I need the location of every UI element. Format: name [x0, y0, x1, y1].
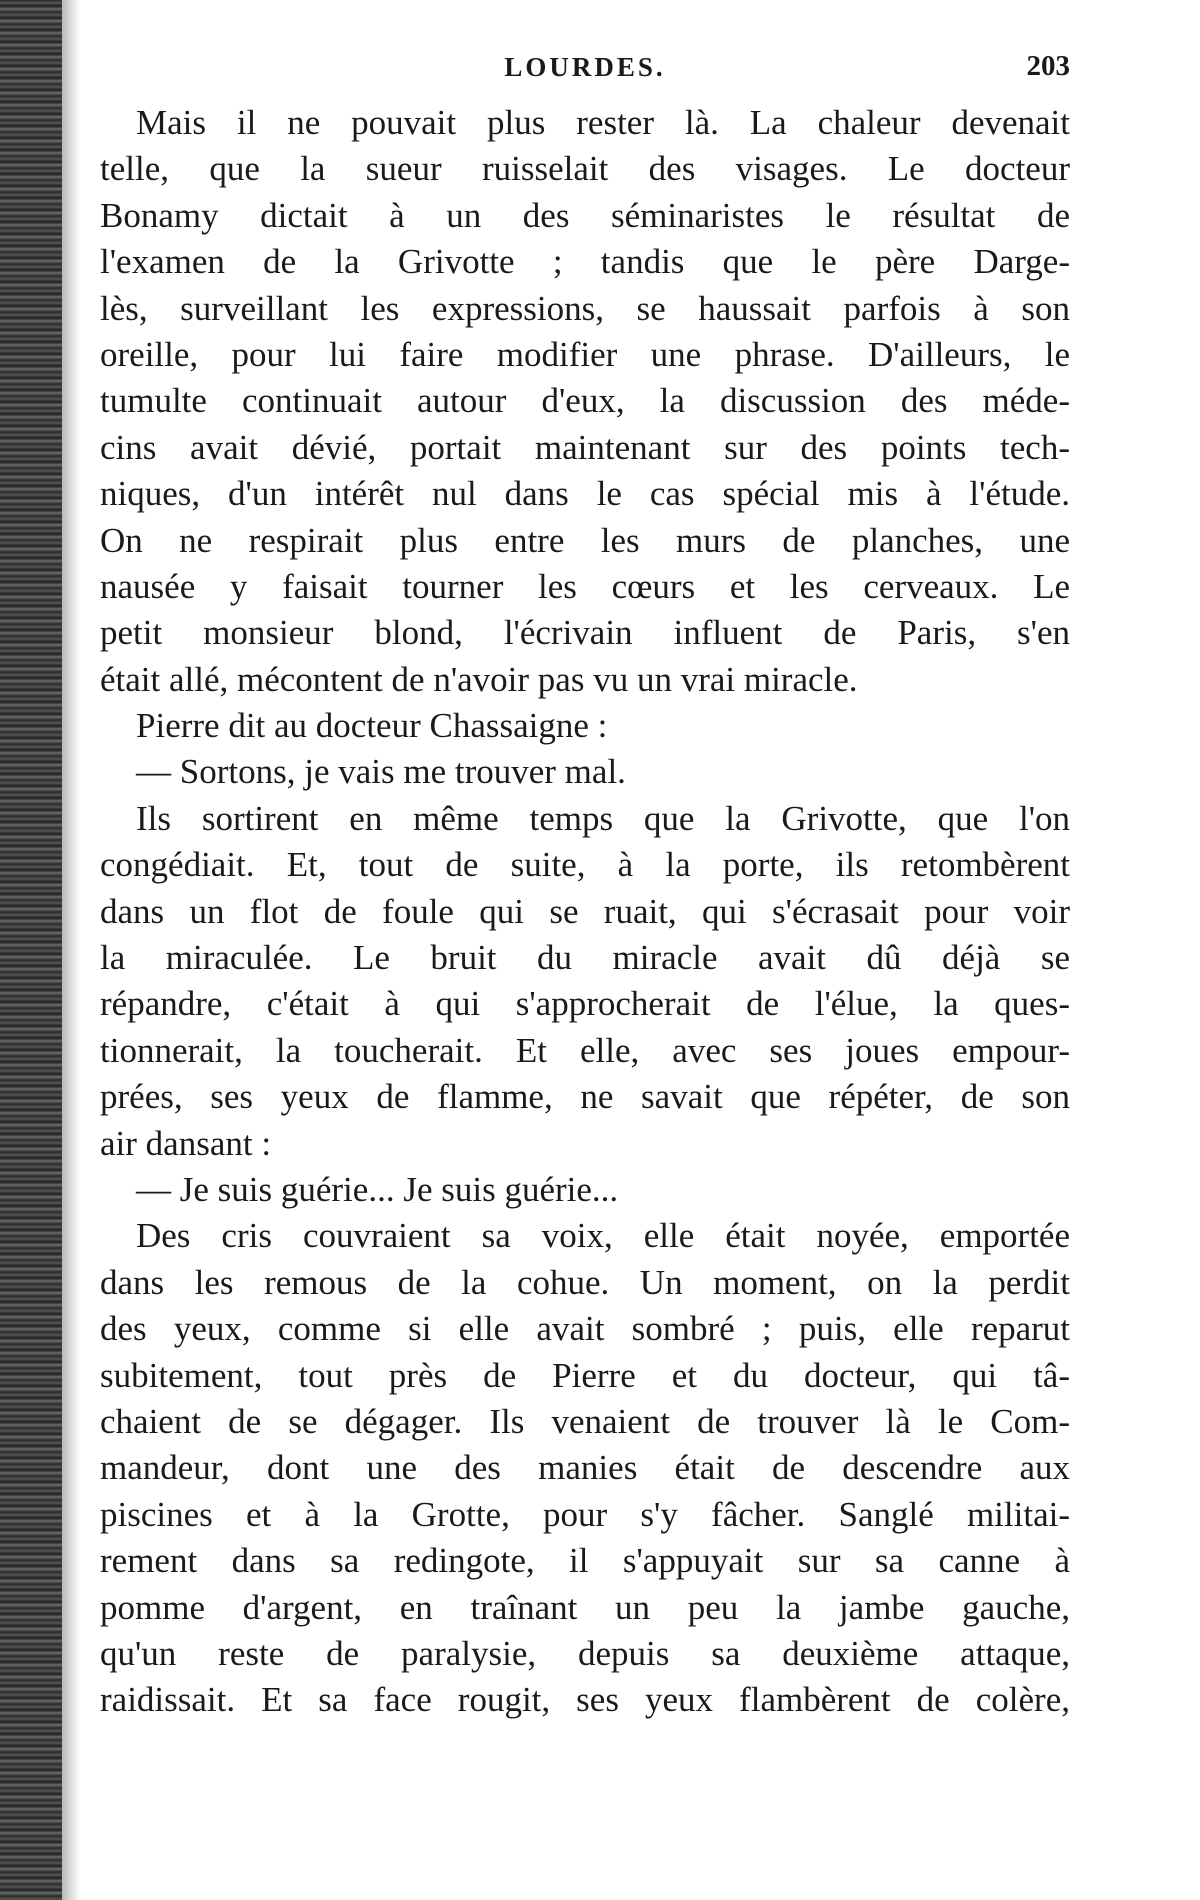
text-line: — Je suis guérie... Je suis guérie... — [136, 1169, 619, 1209]
text-line: telle, que la sueur ruisselait des visages. Le docteur — [100, 149, 1070, 189]
running-head — [100, 52, 1070, 92]
text-line: Bonamy dictait à un des séminaristes le résultat de — [100, 195, 1070, 235]
text-line: Pierre dit au docteur Chassaigne : — [136, 706, 608, 746]
text-line: raidissait. Et sa face rougit, ses yeux flambèrent de colère, — [100, 1680, 1070, 1720]
text-line: répandre, c'était à qui s'approcherait de l'élue, la ques- — [100, 984, 1070, 1024]
text-line: Ils sortirent en même temps que la Grivotte, que l'on — [136, 798, 1070, 838]
text-line: des yeux, comme si elle avait sombré ; puis, elle reparut — [100, 1309, 1070, 1349]
text-line: pomme d'argent, en traînant un peu la jambe gauche, — [100, 1587, 1070, 1627]
text-line: nausée y faisait tourner les cœurs et les cerveaux. Le — [100, 566, 1070, 606]
text-line: Mais il ne pouvait plus rester là. La chaleur devenait — [136, 103, 1070, 142]
running-head-title: LOURDES. — [504, 52, 666, 82]
text-line: Des cris couvraient sa voix, elle était noyée, emportée — [136, 1216, 1070, 1256]
body-text — [100, 100, 1070, 1724]
text-line: prées, ses yeux de flamme, ne savait que répéter, de son — [100, 1077, 1070, 1117]
binding-shadow — [62, 0, 80, 1900]
text-line: On ne respirait plus entre les murs de planches, une — [100, 520, 1070, 560]
text-line: mandeur, dont une des manies était de descendre aux — [100, 1448, 1070, 1488]
text-line: subitement, tout près de Pierre et du docteur, qui tâ- — [100, 1355, 1070, 1395]
text-line: piscines et à la Grotte, pour s'y fâcher. Sanglé militai- — [100, 1494, 1070, 1534]
text-line: rement dans sa redingote, il s'appuyait sur sa canne à — [100, 1541, 1070, 1581]
text-line: la miraculée. Le bruit du miracle avait dû déjà se — [100, 938, 1070, 978]
text-line: l'examen de la Grivotte ; tandis que le père Darge- — [100, 242, 1070, 282]
text-line: air dansant : — [100, 1123, 272, 1163]
text-line: lès, surveillant les expressions, se haussait parfois à son — [100, 288, 1070, 328]
text-line: tionnerait, la toucherait. Et elle, avec ses joues empour- — [100, 1030, 1070, 1070]
text-line: — Sortons, je vais me trouver mal. — [136, 752, 626, 792]
text-line: petit monsieur blond, l'écrivain influent de Paris, s'en — [100, 613, 1070, 653]
text-line: oreille, pour lui faire modifier une phrase. D'ailleurs, le — [100, 334, 1070, 374]
text-line: était allé, mécontent de n'avoir pas vu un vrai miracle. — [100, 659, 858, 699]
text-line: tumulte continuait autour d'eux, la discussion des méde- — [100, 381, 1070, 421]
book-binding-edge — [0, 0, 62, 1900]
text-line: dans les remous de la cohue. Un moment, on la perdit — [100, 1262, 1070, 1302]
text-line: dans un flot de foule qui se ruait, qui s'écrasait pour voir — [100, 891, 1070, 931]
text-line: chaient de se dégager. Ils venaient de trouver là le Com- — [100, 1401, 1070, 1441]
text-line: cins avait dévié, portait maintenant sur des points tech- — [100, 427, 1070, 467]
text-line: congédiait. Et, tout de suite, à la porte, ils retombèrent — [100, 845, 1070, 885]
text-line: qu'un reste de paralysie, depuis sa deuxième attaque, — [100, 1633, 1070, 1673]
text-line: niques, d'un intérêt nul dans le cas spécial mis à l'étude. — [100, 474, 1070, 514]
page-number: 203 — [1026, 50, 1070, 82]
